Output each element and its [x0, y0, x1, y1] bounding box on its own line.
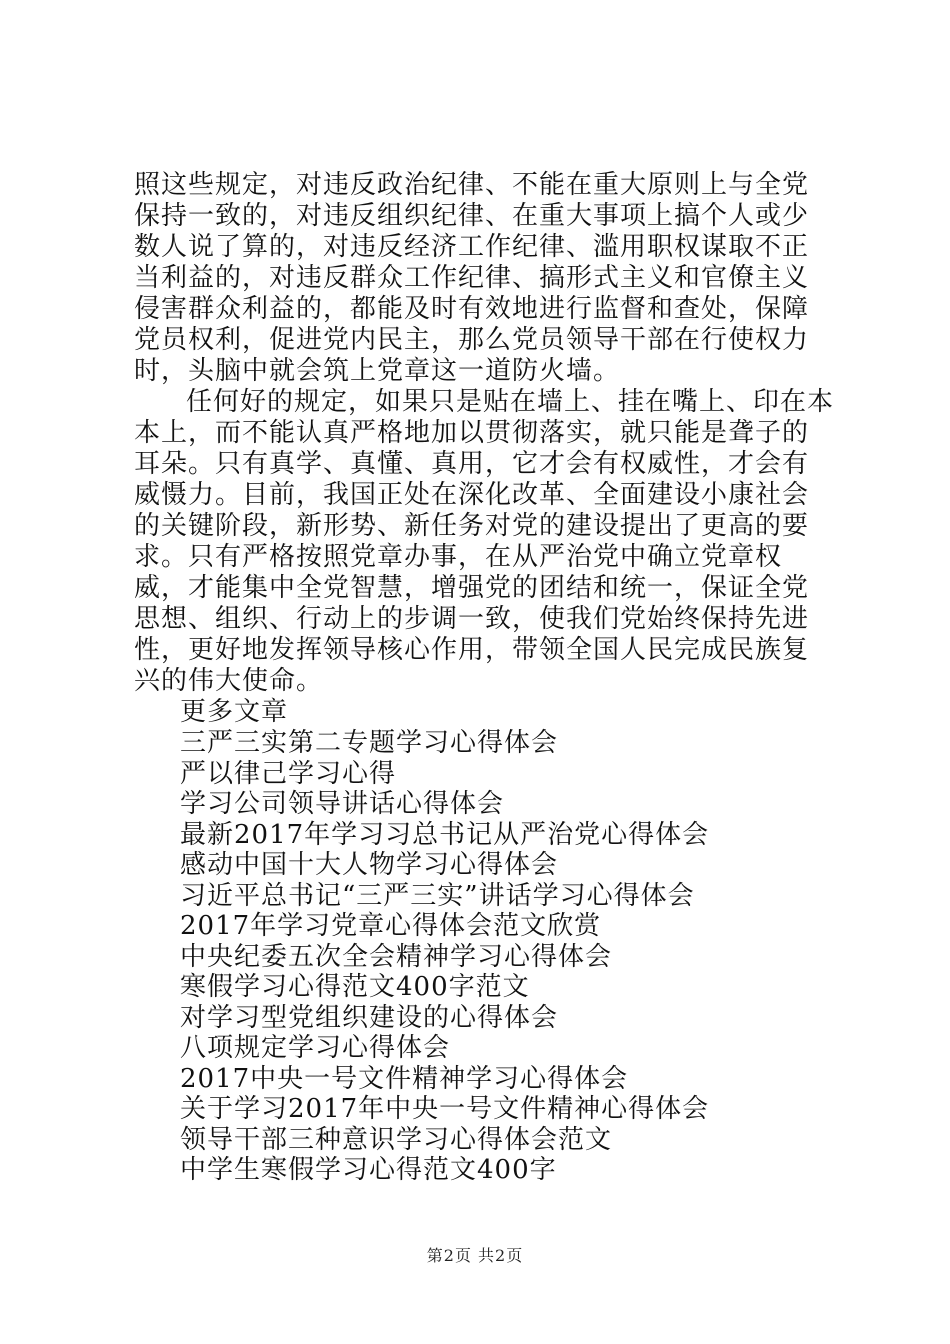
more-article-link[interactable]: 严以律己学习心得 — [180, 758, 397, 789]
more-article-link[interactable]: 最新2017年学习习总书记从严治党心得体会 — [180, 819, 710, 850]
more-article-link[interactable]: 中学生寒假学习心得范文400字 — [180, 1155, 557, 1185]
paragraph-2: 任何好的规定，如果只是贴在墙上、挂在嘴上、印在本本上，而不能认真严格地加以贯彻落实，就只能是聋子的耳朵。只有真学、真懂、真用，它才会有权威性，才会有威慑力。目前，我国正处在深化改革、全面建设小康社会的关键阶段，新形势、新任务对党的建设提出了更高的要求。只有严格按照党章办事，在从严治党中确立党章权威，才能集中全党智慧，增强党的团结和统一，保证全党思想、组织、行动上的步调一致，使我们党始终保持先进性，更好地发挥领导核心作用，带领全国人民完成民族复兴的伟大使命。 — [134, 387, 835, 696]
paragraph-1: 照这些规定，对违反政治纪律、不能在重大原则上与全党保持一致的，对违反组织纪律、在重大事项上搞个人或少数人说了算的，对违反经济工作纪律、滥用职权谋取不正当利益的，对违反群众工作纪律、搞形式主义和官僚主义侵害群众利益的，都能及时有效地进行监督和查处，保障党员权利，促进党内民主，那么党员领导干部在行使权力时，头脑中就会筑上党章这一道防火墙。 — [134, 170, 810, 386]
more-article-link[interactable]: 中央纪委五次全会精神学习心得体会 — [180, 941, 613, 972]
more-articles-heading: 更多文章 — [180, 697, 289, 727]
more-article-link[interactable]: 习近平总书记“三严三实”讲话学习心得体会 — [180, 880, 695, 911]
more-article-link[interactable]: 关于学习2017年中央一号文件精神心得体会 — [180, 1094, 710, 1124]
more-article-link[interactable]: 三严三实第二专题学习心得体会 — [180, 728, 559, 758]
more-article-link[interactable]: 八项规定学习心得体会 — [180, 1033, 451, 1063]
more-article-link[interactable]: 对学习型党组织建设的心得体会 — [180, 1002, 559, 1033]
more-article-link[interactable]: 领导干部三种意识学习心得体会范文 — [180, 1124, 613, 1155]
more-articles-list — [134, 728, 834, 1186]
more-article-link[interactable]: 学习公司领导讲话心得体会 — [180, 789, 505, 819]
more-article-link[interactable]: 寒假学习心得范文400字范文 — [180, 972, 530, 1002]
more-article-link[interactable]: 2017中央一号文件精神学习心得体会 — [180, 1063, 629, 1094]
more-article-link[interactable]: 2017年学习党章心得体会范文欣赏 — [180, 911, 602, 941]
page-number-footer: 第2页 共2页 — [426, 1246, 524, 1265]
more-article-link[interactable]: 感动中国十大人物学习心得体会 — [180, 850, 559, 880]
document-body — [134, 170, 834, 1186]
